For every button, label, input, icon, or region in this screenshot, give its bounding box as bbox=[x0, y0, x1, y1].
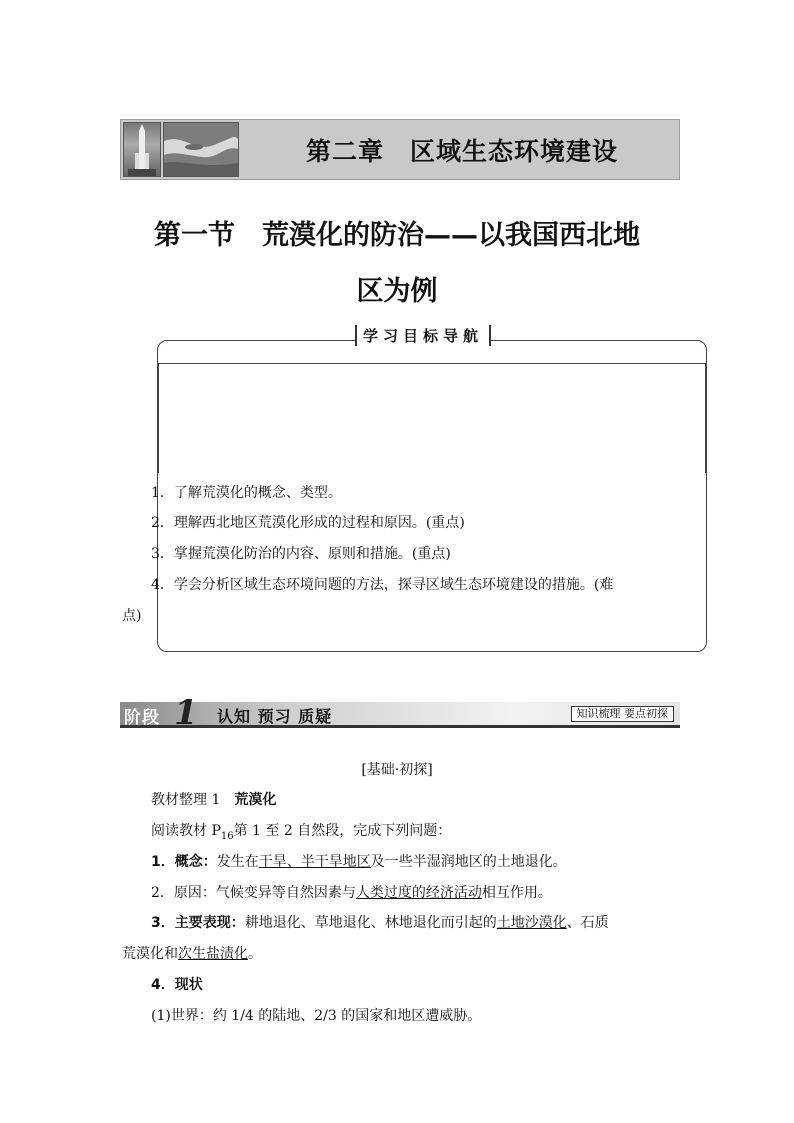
intro-text-b: 第 1 至 2 自然段，完成下列问题： bbox=[233, 823, 452, 839]
point-concept bbox=[151, 852, 567, 872]
objective-item-continued: 点) bbox=[122, 608, 142, 624]
intro-paragraph bbox=[151, 821, 451, 847]
manifestation-text-d: 。 bbox=[248, 946, 262, 962]
manifestation-answer-1: 土地沙漠化 bbox=[496, 915, 567, 931]
stage-title: 认知 预习 质疑 bbox=[217, 707, 333, 726]
section-title-line1: 第一节 荒漠化的防治——以我国西北地 bbox=[154, 220, 640, 251]
content-heading bbox=[151, 790, 276, 810]
stage-number: 1 bbox=[174, 693, 198, 733]
cause-text-a: 2．原因：气候变异等自然因素与 bbox=[151, 885, 356, 901]
heading-text: 荒漠化 bbox=[234, 792, 277, 808]
chapter-banner bbox=[120, 119, 680, 180]
point-cause bbox=[151, 883, 552, 903]
objective-item: 2．理解西北地区荒漠化形成的过程和原因。(重点) bbox=[151, 515, 465, 531]
intro-text-a: 阅读教材 P bbox=[151, 823, 221, 839]
objective-item: 1．了解荒漠化的概念、类型。 bbox=[151, 485, 342, 501]
objectives-left-rule bbox=[158, 363, 159, 473]
chapter-title: 第二章 区域生态环境建设 bbox=[306, 137, 619, 166]
stage-bar bbox=[120, 693, 680, 733]
rocket-image bbox=[123, 122, 161, 177]
concept-label: 1．概念： bbox=[151, 854, 217, 870]
objective-item: 3．掌握荒漠化防治的内容、原则和措施。(重点) bbox=[151, 546, 451, 562]
concept-text-b: 及一些半湿润地区的土地退化。 bbox=[370, 854, 567, 870]
point-manifestation-continued bbox=[122, 944, 262, 964]
manifestation-text-b: 、石质 bbox=[566, 915, 609, 931]
rocket-icon bbox=[124, 123, 160, 176]
section-title-line2: 区为例 bbox=[356, 276, 438, 307]
manifestation-text-c: 荒漠化和 bbox=[122, 946, 178, 962]
point-manifestation bbox=[151, 913, 609, 933]
river-icon bbox=[164, 123, 238, 176]
objectives-divider bbox=[158, 363, 706, 364]
heading-number: 教材整理 1 bbox=[151, 792, 235, 808]
stage-word: 阶段 bbox=[124, 708, 160, 728]
river-landscape-image bbox=[163, 122, 239, 177]
subhead: [基础·初探] bbox=[361, 762, 433, 778]
objectives-right-rule bbox=[705, 363, 706, 473]
manifestation-text-a: 耕地退化、草地退化、林地退化而引起的 bbox=[244, 915, 497, 931]
cause-text-b: 相互作用。 bbox=[481, 885, 552, 901]
objectives-label: 学习目标导航 bbox=[355, 325, 491, 346]
concept-answer: 干旱、半干旱地区 bbox=[258, 854, 371, 870]
status-world: (1)世界：约 1/4 的陆地、2/3 的国家和地区遭威胁。 bbox=[151, 1008, 482, 1024]
point-status: 4．现状 bbox=[151, 977, 203, 993]
cause-answer: 人类过度的经济活动 bbox=[355, 885, 482, 901]
page-subscript: 16 bbox=[220, 830, 234, 842]
objective-item: 4．学会分析区域生态环境问题的方法，探寻区域生态环境建设的措施。(难 bbox=[151, 577, 614, 593]
manifestation-label: 3．主要表现： bbox=[151, 915, 245, 931]
stage-tag: 知识梳理 要点初探 bbox=[571, 706, 675, 722]
manifestation-answer-2: 次生盐渍化 bbox=[178, 946, 248, 962]
concept-text-a: 发生在 bbox=[216, 854, 259, 870]
